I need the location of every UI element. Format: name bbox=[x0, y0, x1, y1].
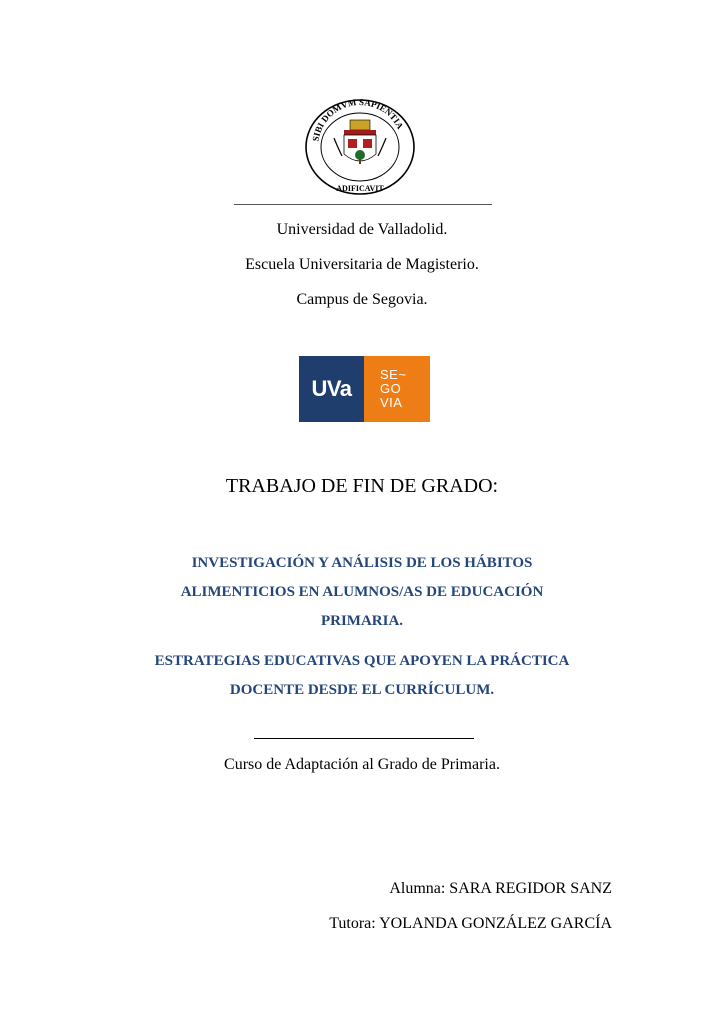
middle-divider bbox=[254, 738, 474, 739]
logo-uva-block: UVa bbox=[299, 356, 364, 422]
thesis-title-part1-line2: ALIMENTICIOS EN ALUMNOS/AS DE EDUCACIÓN bbox=[180, 584, 544, 600]
top-divider bbox=[234, 204, 492, 205]
student-name: Alumna: SARA REGIDOR SANZ bbox=[389, 880, 612, 897]
svg-text:SIBI DOMVM SAPIENTIA: SIBI DOMVM SAPIENTIA bbox=[310, 98, 406, 143]
campus-name: Campus de Segovia. bbox=[296, 291, 428, 308]
thesis-title-part2-line2: DOCENTE DESDE EL CURRÍCULUM. bbox=[229, 682, 495, 698]
logo-segovia-line3: VIA bbox=[380, 395, 403, 410]
uva-segovia-logo bbox=[299, 356, 430, 422]
thesis-title-part2-line1: ESTRATEGIAS EDUCATIVAS QUE APOYEN LA PRÁCTICA bbox=[154, 653, 570, 669]
logo-segovia-line2: GO bbox=[380, 381, 402, 396]
course-name: Curso de Adaptación al Grado de Primaria. bbox=[224, 756, 500, 773]
school-name: Escuela Universitaria de Magisterio. bbox=[245, 256, 479, 273]
thesis-title-part1-line1: INVESTIGACIÓN Y ANÁLISIS DE LOS HÁBITOS bbox=[191, 555, 533, 571]
logo-segovia-line1: SE~ bbox=[380, 367, 407, 382]
thesis-title-part1 bbox=[0, 549, 724, 636]
thesis-title-part2 bbox=[0, 647, 724, 705]
svg-text:ADIFICAVIT: ADIFICAVIT bbox=[336, 184, 384, 193]
tutor-name: Tutora: YOLANDA GONZÁLEZ GARCÍA bbox=[329, 915, 612, 932]
thesis-title-part1-line3: PRIMARIA. bbox=[320, 613, 404, 629]
document-type-title: TRABAJO DE FIN DE GRADO: bbox=[225, 475, 499, 497]
university-name: Universidad de Valladolid. bbox=[276, 221, 448, 238]
university-seal-icon bbox=[304, 98, 416, 196]
logo-segovia-block bbox=[364, 356, 430, 422]
